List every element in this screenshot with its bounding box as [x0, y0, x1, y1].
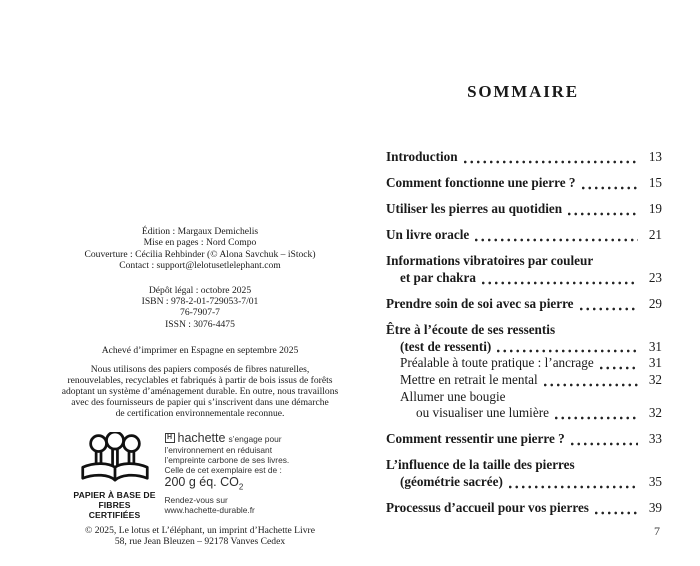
toc-entry — [386, 149, 662, 166]
text-line: renouvelables, recyclables et fabriqués à partir de bois issus de forêts — [67, 374, 333, 386]
toc-page-number: 29 — [648, 296, 662, 312]
toc-line — [386, 389, 662, 406]
printed-notice: Achevé d’imprimer en Espagne en septembre 2025 — [101, 345, 299, 357]
toc-page-number: 19 — [648, 201, 662, 217]
dot-leader — [509, 485, 638, 489]
toc-entry-label: Comment ressentir une pierre ? — [386, 431, 565, 447]
colophon-page — [40, 226, 360, 548]
toc-entry-label: Allumer une bougie — [400, 388, 506, 404]
toc-line — [386, 500, 662, 517]
toc-entry-label: Utiliser les pierres au quotidien — [386, 201, 563, 217]
dot-leader — [497, 349, 638, 353]
certified-paper-logo — [72, 432, 158, 520]
publisher-address: 58, rue Jean Bleuzen – 92178 Vanves Cedex — [114, 536, 286, 548]
toc-page-number: 39 — [648, 500, 662, 515]
dot-leader — [482, 281, 638, 285]
toc-page-number: 13 — [648, 149, 662, 164]
hachette-tagline — [165, 445, 289, 476]
toc-entry-label: et par chakra — [400, 269, 476, 285]
dot-leader — [580, 307, 638, 311]
trees-on-book-icon — [78, 432, 152, 488]
toc-page-number: 21 — [648, 227, 662, 243]
co2-subscript: 2 — [238, 482, 244, 492]
toc-line — [386, 175, 662, 192]
toc-page-number: 23 — [648, 269, 662, 285]
text-line: adoptant un système d’aménagement durable. En outre, nous travaillons — [61, 385, 339, 397]
text-line: Dépôt légal : octobre 2025 — [148, 284, 252, 296]
toc-entry-label: Préalable à toute pratique : l’ancrage — [400, 355, 594, 371]
toc-page-number: 31 — [648, 355, 662, 371]
dot-leader — [595, 511, 638, 515]
co2-value — [165, 476, 289, 494]
toc-entry-label: L’influence de la taille des pierres — [386, 457, 575, 473]
text-line: Couverture : Cécilia Rehbinder (© Alona Savchuk – iStock) — [84, 248, 316, 260]
toc-line — [386, 270, 662, 287]
hachette-eco-block — [165, 432, 289, 516]
toc-entry-label: Être à l’écoute de ses ressentis — [386, 322, 556, 338]
text-line: l’empreinte carbone de ses livres. — [164, 455, 290, 466]
toc-page-number: 32 — [648, 371, 662, 387]
hachette-h-icon: H — [165, 433, 175, 443]
toc-line — [386, 227, 662, 244]
toc-entry — [386, 201, 662, 218]
text-line: 76-7907-7 — [180, 307, 220, 319]
toc-line — [386, 296, 662, 313]
hachette-logo — [165, 432, 289, 444]
toc-entry-label: Un livre oracle — [386, 227, 470, 243]
text-line: l’environnement en réduisant — [164, 444, 273, 455]
toc-entry-label: Introduction — [386, 149, 458, 164]
toc-entry-label: Mettre en retrait le mental — [400, 371, 538, 387]
toc-entry — [386, 322, 662, 355]
toc-line — [386, 253, 662, 270]
toc-line — [386, 457, 662, 474]
copyright-line: © 2025, Le lotus et L’éléphant, un imprint d’Hachette Livre — [85, 524, 315, 536]
co2-text: 200 g éq. CO — [164, 475, 239, 490]
toc-line — [386, 149, 662, 166]
toc-line — [386, 474, 662, 491]
paper-label — [72, 490, 158, 520]
hachette-tagline-intro: s’engage pour — [228, 433, 282, 444]
hachette-url: www.hachette-durable.fr — [164, 505, 255, 516]
text-line: avec des fournisseurs de papier qui s’inscrivent dans une démarche — [71, 396, 329, 408]
toc-entry — [386, 296, 662, 313]
text-line: Mise en pages : Nord Compo — [143, 237, 257, 249]
toc-entry — [386, 431, 662, 448]
toc-page-number: 31 — [648, 338, 662, 354]
toc-list — [386, 149, 662, 517]
text-line: Nous utilisons des papiers composés de fibres naturelles, — [90, 363, 310, 375]
toc-entry — [386, 227, 662, 244]
legal-block — [40, 285, 360, 331]
copyright-block — [40, 525, 360, 548]
toc-page-number: 32 — [648, 405, 662, 421]
visit-line: Rendez-vous sur — [164, 494, 228, 505]
hachette-brand: hachette — [177, 430, 226, 445]
toc-line — [386, 322, 662, 339]
toc-entry — [386, 253, 662, 286]
paper-label-line1: PAPIER À BASE DE — [73, 489, 156, 500]
paper-notice — [40, 364, 360, 419]
dot-leader — [600, 366, 638, 370]
dot-leader — [571, 442, 638, 446]
dot-leader — [555, 416, 638, 420]
toc-line — [386, 405, 662, 422]
text-line: ISSN : 3076-4475 — [165, 318, 235, 330]
text-line: Celle de cet exemplaire est de : — [164, 465, 282, 476]
toc-entry-label: Informations vibratoires par couleur — [386, 253, 594, 269]
folio-page-number: 7 — [654, 524, 660, 538]
toc-page-number: 35 — [648, 473, 662, 489]
page-title: SOMMAIRE — [467, 82, 579, 101]
toc-page-number: 15 — [648, 175, 662, 191]
toc-line — [386, 201, 662, 218]
toc-entry — [386, 175, 662, 192]
credits-block — [40, 226, 360, 272]
text-line: Édition : Margaux Demichelis — [141, 226, 259, 237]
toc-line — [386, 372, 662, 389]
paper-label-line2: FIBRES CERTIFIÉES — [88, 499, 141, 520]
toc-page-number: 33 — [648, 431, 662, 447]
toc-entry-label: Comment fonctionne une pierre ? — [386, 175, 576, 191]
toc-line — [386, 339, 662, 356]
toc-entry-label: (test de ressenti) — [400, 338, 492, 354]
toc-entry — [386, 355, 662, 372]
dot-leader — [544, 383, 638, 387]
toc-line — [386, 355, 662, 372]
dot-leader — [568, 212, 638, 216]
toc-entry — [386, 500, 662, 517]
dot-leader — [475, 238, 638, 242]
toc-entry-label: Processus d’accueil pour vos pierres — [386, 500, 589, 515]
dot-leader — [464, 160, 638, 164]
eco-logos-row — [40, 432, 320, 520]
text-line: Contact : support@lelotusetlelephant.com — [119, 260, 281, 272]
toc-entry — [386, 457, 662, 490]
text-line: ISBN : 978-2-01-729053-7/01 — [141, 296, 259, 308]
toc-entry — [386, 389, 662, 422]
text-line: de certification environnementale reconnue. — [115, 407, 285, 419]
toc-entry-label: ou visualiser une lumière — [416, 405, 549, 421]
dot-leader — [582, 186, 639, 190]
toc-entry — [386, 372, 662, 389]
toc-entry-label: (géométrie sacrée) — [400, 473, 503, 489]
toc-entry-label: Prendre soin de soi avec sa pierre — [386, 296, 574, 312]
toc-line — [386, 431, 662, 448]
